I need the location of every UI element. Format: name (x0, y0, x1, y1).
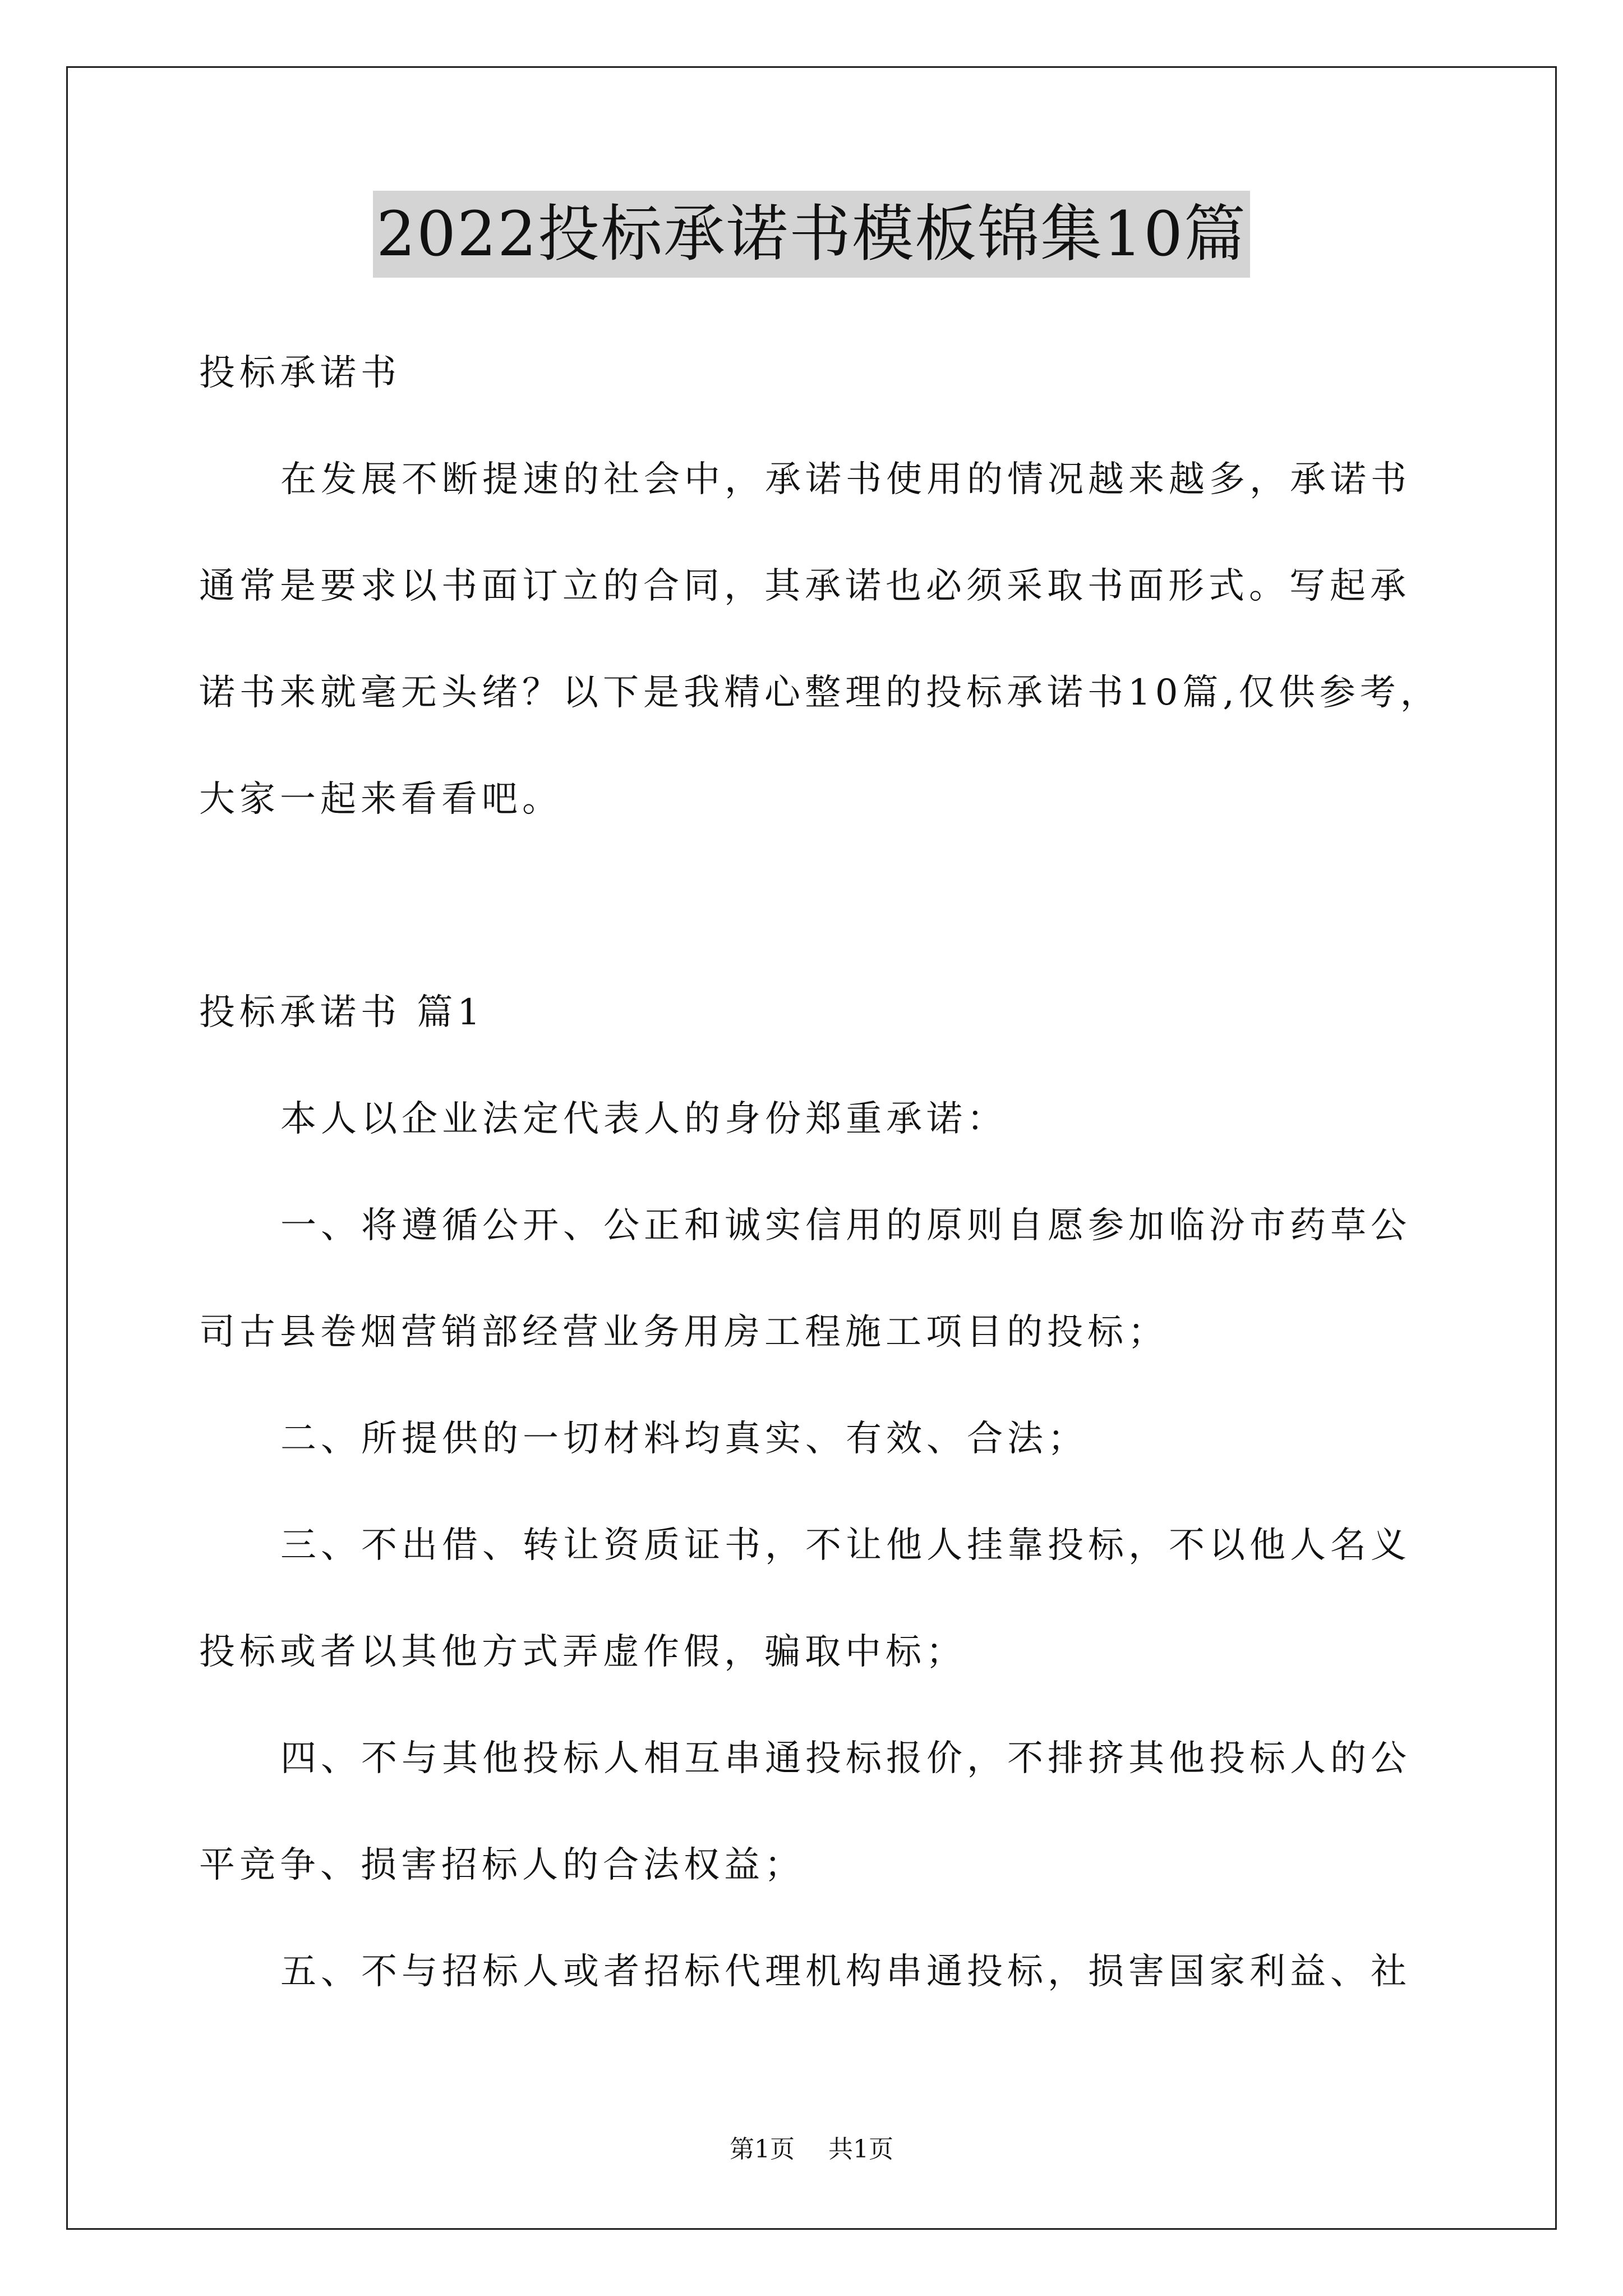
intro-line: 在发展不断提速的社会中，承诺书使用的情况越来越多，承诺书 (280, 459, 1411, 500)
document-title: 2022投标承诺书模板锦集10篇 (373, 191, 1250, 278)
section-heading: 投标承诺书 (199, 352, 401, 394)
body-line: 投标或者以其他方式弄虚作假，骗取中标； (199, 1631, 966, 1673)
page-footer (0, 2129, 1623, 2165)
body-line: 平竞争、损害招标人的合法权益； (199, 1844, 805, 1886)
body-line: 二、所提供的一切材料均真实、有效、合法； (280, 1418, 1088, 1460)
body-line: 司古县卷烟营销部经营业务用房工程施工项目的投标； (199, 1312, 1168, 1353)
document-body (199, 320, 1441, 2025)
intro-line: 诺书来就毫无头绪？以下是我精心整理的投标承诺书10篇,仅供参考， (199, 672, 1441, 714)
body-line: 一、将遵循公开、公正和诚实信用的原则自愿参加临汾市药草公 (280, 1205, 1411, 1246)
body-line: 五、不与招标人或者招标代理机构串通投标，损害国家利益、社 (280, 1951, 1411, 1993)
body-line: 三、不出借、转让资质证书，不让他人挂靠投标，不以他人名义 (280, 1525, 1411, 1566)
body-line: 四、不与其他投标人相互串通投标报价，不排挤其他投标人的公 (280, 1738, 1411, 1779)
title-container (0, 191, 1623, 278)
intro-line: 通常是要求以书面订立的合同，其承诺也必须采取书面形式。写起承 (199, 565, 1410, 607)
paragraph-gap (199, 853, 1433, 959)
page-number: 第1页 (730, 2135, 795, 2164)
intro-line: 大家一起来看看吧。 (199, 779, 562, 820)
body-line: 本人以企业法定代表人的身份郑重承诺： (280, 1098, 1007, 1140)
page-total: 共1页 (828, 2135, 893, 2164)
article-heading: 投标承诺书 篇1 (199, 992, 485, 1033)
